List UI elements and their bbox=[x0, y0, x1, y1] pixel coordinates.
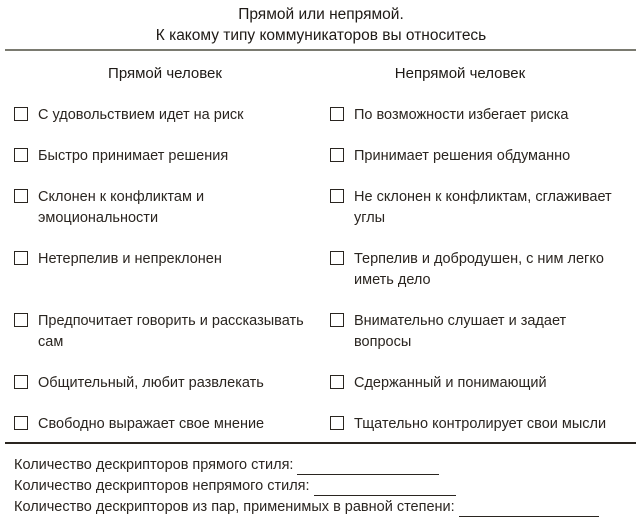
item-label: Общительный, любит развлекать bbox=[38, 375, 264, 391]
checkbox-icon[interactable] bbox=[330, 148, 344, 162]
title-line-1: Прямой или непрямой. bbox=[238, 6, 404, 23]
indirect-count-field[interactable] bbox=[314, 481, 456, 496]
direct-column-heading: Прямой человек bbox=[108, 65, 222, 82]
checkbox-icon[interactable] bbox=[330, 375, 344, 389]
checkbox-icon[interactable] bbox=[14, 416, 28, 430]
indirect-column-heading: Непрямой человек bbox=[394, 65, 526, 82]
checkbox-icon[interactable] bbox=[330, 189, 344, 203]
indirect-item bbox=[330, 187, 630, 229]
indirect-item bbox=[330, 105, 630, 126]
item-label: Сдержанный и понимающий bbox=[354, 375, 547, 391]
checkbox-icon[interactable] bbox=[14, 189, 28, 203]
direct-count-row bbox=[14, 455, 439, 475]
checkbox-icon[interactable] bbox=[14, 251, 28, 265]
checkbox-icon[interactable] bbox=[14, 313, 28, 327]
item-label: Быстро принимает решения bbox=[38, 148, 229, 164]
checkbox-icon[interactable] bbox=[14, 148, 28, 162]
checkbox-icon[interactable] bbox=[330, 107, 344, 121]
equal-count-field[interactable] bbox=[459, 502, 599, 517]
indirect-count-label: Количество дескрипторов непрямого стиля: bbox=[14, 478, 310, 494]
item-label: Нетерпелив и непреклонен bbox=[38, 251, 222, 267]
indirect-item bbox=[330, 249, 630, 291]
direct-count-field[interactable] bbox=[297, 460, 439, 475]
item-label: Не склонен к конфликтам, сглаживает углы bbox=[354, 189, 612, 226]
item-label: Внимательно слушает и задает вопросы bbox=[354, 313, 567, 350]
checkbox-icon[interactable] bbox=[14, 375, 28, 389]
direct-count-label: Количество дескрипторов прямого стиля: bbox=[14, 457, 294, 473]
item-label: Свободно выражает свое мнение bbox=[38, 416, 265, 432]
direct-item bbox=[14, 187, 214, 229]
top-divider bbox=[5, 49, 636, 51]
checkbox-icon[interactable] bbox=[330, 416, 344, 430]
item-label: С удовольствием идет на риск bbox=[38, 107, 244, 123]
item-label: Тщательно контролирует свои мысли bbox=[354, 416, 607, 432]
indirect-item bbox=[330, 414, 630, 435]
equal-count-row bbox=[14, 497, 599, 517]
item-label: Предпочитает говорить и рассказывать сам bbox=[38, 313, 304, 350]
indirect-item bbox=[330, 373, 630, 394]
direct-item bbox=[14, 414, 319, 435]
indirect-count-row bbox=[14, 476, 456, 496]
equal-count-label: Количество дескрипторов из пар, применимых в равной степени: bbox=[14, 499, 455, 515]
checkbox-icon[interactable] bbox=[330, 251, 344, 265]
direct-item bbox=[14, 373, 319, 394]
direct-item bbox=[14, 146, 319, 167]
indirect-item bbox=[330, 146, 630, 167]
page-title bbox=[0, 4, 642, 46]
direct-item bbox=[14, 105, 319, 126]
direct-item bbox=[14, 249, 319, 270]
bottom-divider bbox=[5, 442, 636, 444]
item-label: Склонен к конфликтам и эмоциональности bbox=[38, 189, 205, 226]
item-label: Терпелив и добродушен, с ним легко иметь дело bbox=[354, 251, 604, 288]
checkbox-icon[interactable] bbox=[330, 313, 344, 327]
title-line-2: К какому типу коммуникаторов вы относитесь bbox=[155, 27, 487, 44]
indirect-item bbox=[330, 311, 590, 353]
checkbox-icon[interactable] bbox=[14, 107, 28, 121]
direct-item bbox=[14, 311, 319, 353]
item-label: Принимает решения обдуманно bbox=[354, 148, 571, 164]
item-label: По возможности избегает риска bbox=[354, 107, 569, 123]
